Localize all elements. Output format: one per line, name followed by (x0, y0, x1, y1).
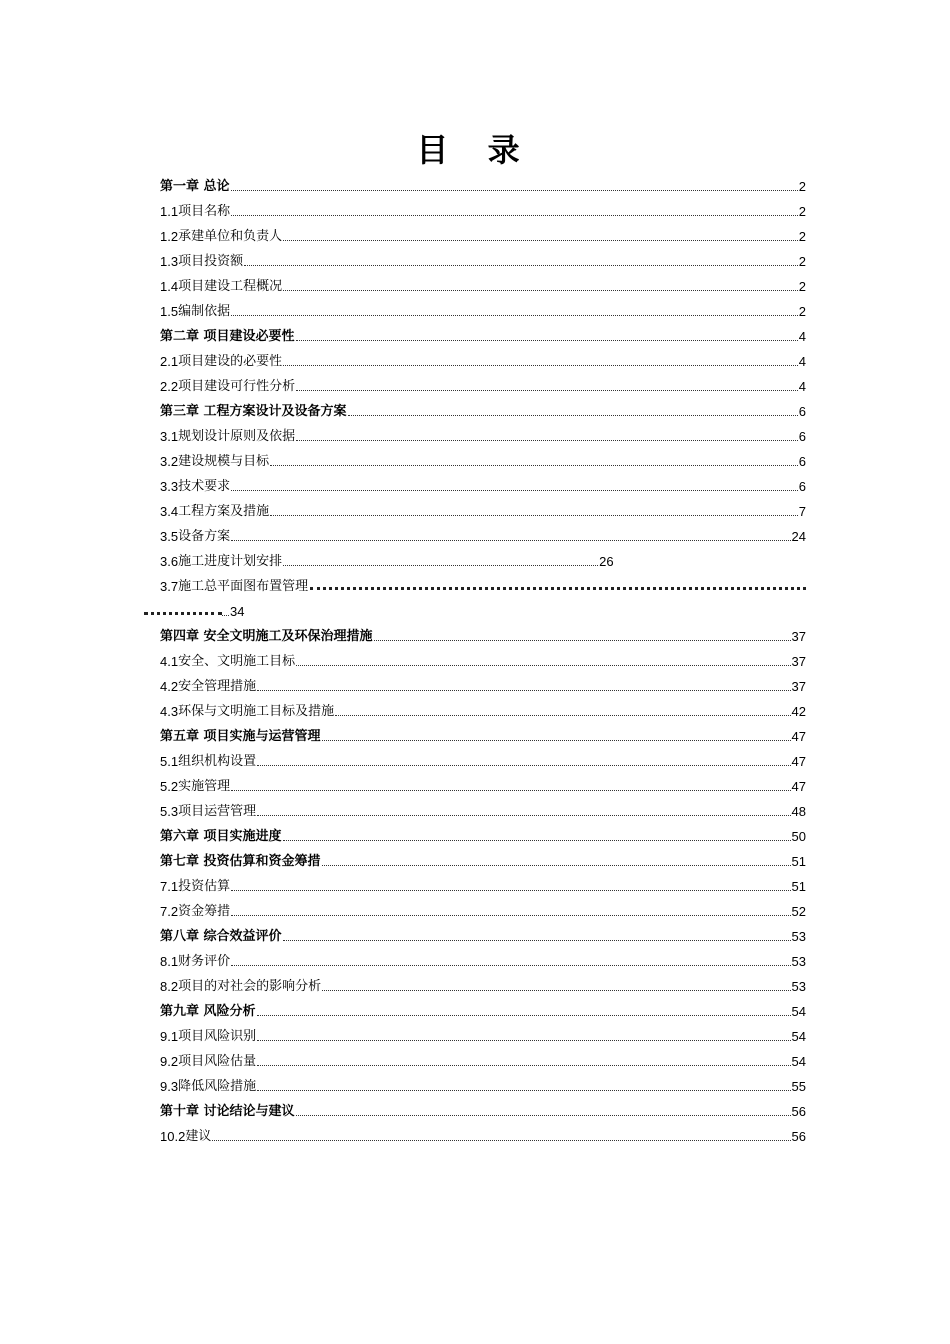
toc-entry-number: 8.2 (160, 979, 179, 994)
toc-entry-title: 环保与文明施工目标及措施 (178, 704, 335, 719)
toc-entry-page: 2 (798, 229, 806, 244)
toc-leader-dots (231, 189, 798, 191)
toc-entry-number: 2.1 (160, 354, 179, 369)
toc-section-entry[interactable] (160, 549, 806, 574)
toc-entry-number: 3.7 (160, 579, 179, 594)
toc-leader-dots (270, 464, 798, 466)
toc-chapter-entry[interactable] (160, 824, 806, 849)
toc-chapter-entry[interactable] (160, 324, 806, 349)
toc-leader-dots (283, 564, 598, 566)
toc-chapter-entry[interactable] (160, 924, 806, 949)
toc-entry-page: 4 (798, 354, 806, 369)
toc-leader-dots (335, 714, 790, 716)
toc-entry-number: 3.6 (160, 554, 179, 569)
toc-entry-page: 53 (791, 979, 806, 994)
toc-leader-dots (257, 1014, 791, 1016)
toc-entry-number: 4.2 (160, 679, 179, 694)
toc-entry-page: 48 (791, 804, 806, 819)
toc-leader-dots (322, 864, 791, 866)
toc-section-entry[interactable] (160, 1024, 806, 1049)
toc-section-entry[interactable] (160, 1049, 806, 1074)
toc-chapter-entry[interactable] (160, 1099, 806, 1124)
toc-leader-dots (296, 1114, 791, 1116)
toc-leader-dots (222, 614, 229, 616)
toc-entry-number: 2.2 (160, 379, 179, 394)
toc-entry-title: 项目名称 (178, 204, 231, 219)
toc-entry-title: 项目的对社会的影响分析 (178, 979, 322, 994)
toc-entry-number: 3.1 (160, 429, 179, 444)
toc-entry-page: 50 (791, 829, 806, 844)
toc-entry-title: 资金筹措 (178, 904, 231, 919)
toc-chapter-entry[interactable] (160, 849, 806, 874)
toc-entry-number: 10.2 (160, 1129, 186, 1144)
toc-section-entry[interactable] (160, 349, 806, 374)
toc-entry-page: 51 (791, 854, 806, 869)
toc-entry-number: 1.4 (160, 279, 179, 294)
toc-leader-dots (231, 889, 790, 891)
toc-section-entry[interactable] (160, 499, 806, 524)
toc-entry-title: 项目投资额 (178, 254, 244, 269)
toc-entry-title: 建设规模与目标 (178, 454, 270, 469)
toc-entry-page: 2 (798, 304, 806, 319)
toc-leader-dots (374, 639, 791, 641)
toc-section-entry[interactable] (160, 899, 806, 924)
toc-leader-dots (257, 1064, 790, 1066)
page-title: 目 录 (416, 131, 534, 169)
toc-leader-dots (296, 389, 798, 391)
toc-leader-dots (231, 964, 790, 966)
toc-leader-dots (231, 789, 790, 791)
toc-entry-page: 34 (230, 604, 245, 619)
toc-entry-title: 承建单位和负责人 (178, 229, 283, 244)
toc-entry-page: 53 (791, 929, 806, 944)
toc-entry-number: 1.3 (160, 254, 179, 269)
toc-section-entry[interactable] (160, 199, 806, 224)
toc-entry-title: 组织机构设置 (178, 754, 257, 769)
toc-leader-dots (231, 489, 798, 491)
toc-entry-line (144, 599, 790, 624)
toc-entry-page: 2 (798, 179, 806, 194)
toc-leader-dots (270, 514, 798, 516)
toc-entry-page: 56 (791, 1129, 806, 1144)
toc-entry-page: 4 (798, 329, 806, 344)
toc-leader-dots (257, 764, 790, 766)
toc-chapter-entry[interactable] (160, 174, 806, 199)
toc-leader-dots (257, 1039, 790, 1041)
toc-entry-number: 5.2 (160, 779, 179, 794)
toc-section-entry[interactable] (160, 574, 806, 624)
toc-entry-number: 7.1 (160, 879, 179, 894)
toc-entry-title: 第五章 项目实施与运营管理 (160, 729, 321, 744)
toc-entry-page: 42 (791, 704, 806, 719)
toc-leader-dots (231, 539, 790, 541)
toc-section-entry[interactable] (160, 974, 806, 999)
toc-section-entry[interactable] (160, 699, 806, 724)
toc-section-entry[interactable] (160, 649, 806, 674)
toc-leader-dots (212, 1139, 790, 1141)
toc-section-entry[interactable] (160, 424, 806, 449)
toc-section-entry[interactable] (160, 274, 806, 299)
toc-entry-page: 4 (798, 379, 806, 394)
toc-entry-number: 9.3 (160, 1079, 179, 1094)
toc-entry-title: 项目风险识别 (178, 1029, 257, 1044)
toc-entry-title: 编制依据 (178, 304, 231, 319)
toc-entry-number: 1.2 (160, 229, 179, 244)
toc-entry-page: 26 (599, 554, 614, 569)
toc-leader-dots (283, 239, 798, 241)
toc-leader-dots (348, 414, 798, 416)
toc-entry-page: 37 (791, 629, 806, 644)
toc-entry-number: 7.2 (160, 904, 179, 919)
toc-leader-dots (231, 314, 798, 316)
toc-section-entry[interactable] (160, 774, 806, 799)
toc-entry-page: 47 (791, 754, 806, 769)
toc-entry-title: 项目建设的必要性 (178, 354, 283, 369)
toc-section-entry[interactable] (160, 1074, 806, 1099)
toc-entry-title: 安全管理措施 (178, 679, 257, 694)
toc-entry-title: 建议 (185, 1129, 212, 1144)
toc-section-entry[interactable] (160, 674, 806, 699)
toc-entry-page: 55 (791, 1079, 806, 1094)
toc-entry-page: 6 (798, 454, 806, 469)
toc-section-entry[interactable] (160, 224, 806, 249)
toc-entry-number: 5.1 (160, 754, 179, 769)
toc-entry-page: 37 (791, 679, 806, 694)
toc-entry-page: 56 (791, 1104, 806, 1119)
toc-entry-title: 第二章 项目建设必要性 (160, 329, 295, 344)
toc-chapter-entry[interactable] (160, 624, 806, 649)
toc-entry-page: 24 (791, 529, 806, 544)
table-of-contents (160, 174, 806, 1149)
toc-entry-number: 3.5 (160, 529, 179, 544)
toc-entry-title: 第十章 讨论结论与建议 (160, 1104, 295, 1119)
toc-leader-dots (257, 814, 790, 816)
toc-entry-line (160, 574, 806, 599)
toc-entry-title: 规划设计原则及依据 (178, 429, 296, 444)
toc-leader-dots (296, 439, 798, 441)
toc-entry-page: 52 (791, 904, 806, 919)
toc-leader-dots (322, 739, 791, 741)
toc-entry-number: 4.3 (160, 704, 179, 719)
toc-entry-number: 8.1 (160, 954, 179, 969)
toc-entry-page: 6 (798, 429, 806, 444)
toc-entry-title: 财务评价 (178, 954, 231, 969)
toc-entry-page: 54 (791, 1004, 806, 1019)
toc-entry-page: 54 (791, 1054, 806, 1069)
toc-entry-title: 项目风险估量 (178, 1054, 257, 1069)
toc-entry-title: 第一章 总论 (160, 179, 230, 194)
toc-entry-title: 第六章 项目实施进度 (160, 829, 282, 844)
toc-section-entry[interactable] (160, 1124, 806, 1149)
toc-chapter-entry[interactable] (160, 999, 806, 1024)
toc-entry-page: 37 (791, 654, 806, 669)
toc-leader-dots (257, 689, 790, 691)
toc-entry-title: 降低风险措施 (178, 1079, 257, 1094)
toc-entry-page: 53 (791, 954, 806, 969)
toc-entry-page: 47 (791, 729, 806, 744)
toc-entry-number: 9.2 (160, 1054, 179, 1069)
toc-entry-number: 9.1 (160, 1029, 179, 1044)
toc-entry-title: 第八章 综合效益评价 (160, 929, 282, 944)
toc-section-entry[interactable] (160, 524, 806, 549)
toc-section-entry[interactable] (160, 449, 806, 474)
toc-entry-title: 第四章 安全文明施工及环保治理措施 (160, 629, 373, 644)
toc-chapter-entry[interactable] (160, 399, 806, 424)
toc-section-entry[interactable] (160, 299, 806, 324)
toc-entry-title: 项目运营管理 (178, 804, 257, 819)
toc-entry-page: 2 (798, 279, 806, 294)
toc-entry-title: 第三章 工程方案设计及设备方案 (160, 404, 347, 419)
toc-entry-title: 投资估算 (178, 879, 231, 894)
toc-entry-title: 安全、文明施工目标 (178, 654, 296, 669)
toc-entry-title: 项目建设工程概况 (178, 279, 283, 294)
toc-leader-dots (231, 214, 798, 216)
toc-leader-dots (283, 839, 791, 841)
toc-entry-page: 47 (791, 779, 806, 794)
toc-leader-dots (257, 1089, 790, 1091)
toc-leader-dots (244, 264, 798, 266)
toc-leader-dots (283, 939, 791, 941)
toc-leader-dots (296, 664, 790, 666)
toc-entry-page: 54 (791, 1029, 806, 1044)
toc-entry-number: 3.4 (160, 504, 179, 519)
toc-section-entry[interactable] (160, 799, 806, 824)
toc-entry-number: 5.3 (160, 804, 179, 819)
toc-entry-page: 6 (798, 479, 806, 494)
toc-section-entry[interactable] (160, 949, 806, 974)
toc-leader-dots (231, 914, 790, 916)
toc-entry-title: 实施管理 (178, 779, 231, 794)
toc-entry-page: 6 (798, 404, 806, 419)
toc-entry-number: 3.2 (160, 454, 179, 469)
toc-leader-dots (283, 364, 798, 366)
toc-entry-page: 2 (798, 254, 806, 269)
toc-entry-title: 项目建设可行性分析 (178, 379, 296, 394)
toc-chapter-entry[interactable] (160, 724, 806, 749)
toc-entry-title: 工程方案及措施 (178, 504, 270, 519)
toc-leader-dots (310, 586, 806, 590)
toc-entry-number: 1.1 (160, 204, 179, 219)
toc-leader-dots (296, 339, 798, 341)
toc-entry-title: 技术要求 (178, 479, 231, 494)
toc-section-entry[interactable] (160, 374, 806, 399)
toc-entry-title: 第九章 风险分析 (160, 1004, 256, 1019)
toc-entry-number: 1.5 (160, 304, 179, 319)
toc-entry-page: 7 (798, 504, 806, 519)
toc-leader-dots (283, 289, 798, 291)
toc-section-entry[interactable] (160, 249, 806, 274)
toc-section-entry[interactable] (160, 474, 806, 499)
toc-entry-title: 设备方案 (178, 529, 231, 544)
toc-entry-page: 51 (791, 879, 806, 894)
toc-leader-dots (322, 989, 790, 991)
toc-section-entry[interactable] (160, 874, 806, 899)
toc-entry-page: 2 (798, 204, 806, 219)
toc-entry-title: 施工总平面图布置管理 (178, 579, 309, 594)
toc-section-entry[interactable] (160, 749, 806, 774)
toc-entry-title: 第七章 投资估算和资金筹措 (160, 854, 321, 869)
toc-entry-number: 4.1 (160, 654, 179, 669)
toc-entry-number: 3.3 (160, 479, 179, 494)
toc-entry-title: 施工进度计划安排 (178, 554, 283, 569)
toc-leader-dots (144, 611, 222, 615)
